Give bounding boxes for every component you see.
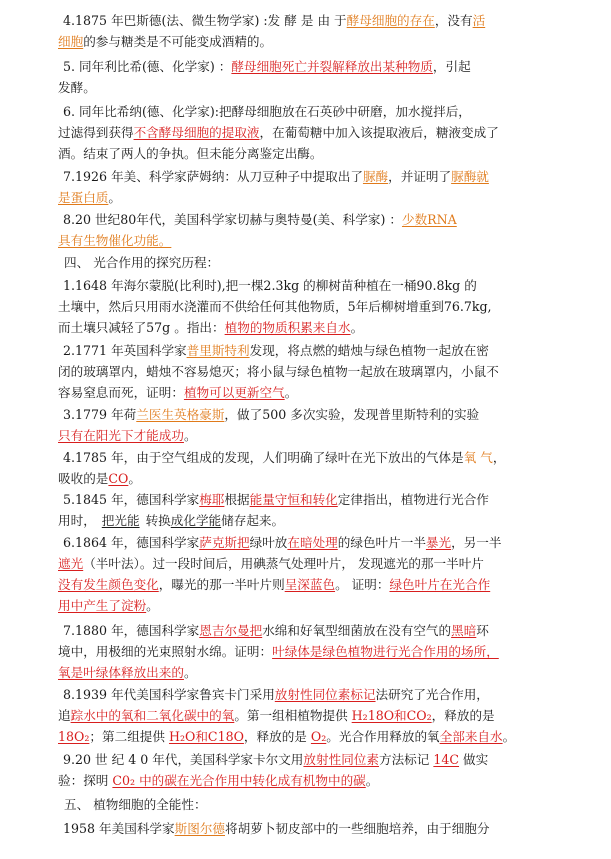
photosynthesis-engelmann bbox=[58, 620, 578, 683]
photosynthesis-oxygen bbox=[58, 447, 578, 489]
text: 绿叶放 bbox=[249, 535, 288, 550]
enzyme-history-cech-altman bbox=[58, 209, 578, 251]
text: 8.1939 年代美国科学家鲁宾卡门采用 bbox=[63, 687, 275, 702]
text: 做实 bbox=[459, 752, 489, 767]
highlight-answer: C0₂ 中的碳在光合作用中转化成有机物中的碳 bbox=[112, 773, 366, 788]
photosynthesis-ruben-kamen bbox=[58, 684, 578, 747]
text: 5. 同年利比希(德、化学家) ： bbox=[63, 59, 232, 74]
text: 方法标记 bbox=[378, 752, 434, 767]
text: ，在葡萄糖中加入该提取液后，糖液变成了 bbox=[259, 125, 499, 140]
highlight-answer: 18O₂ bbox=[58, 729, 90, 744]
text: 7.1926 年美、科学家萨姆纳：从刀豆种子中提取出了 bbox=[63, 169, 363, 184]
highlight-answer: 全部来自水 bbox=[439, 729, 503, 744]
underlined-text: 把光能 bbox=[101, 513, 140, 528]
text: 环 bbox=[476, 623, 489, 638]
text: 定律指出，植物进行光合作 bbox=[337, 492, 489, 507]
text: 吸收的是 bbox=[58, 471, 109, 486]
highlight-answer: 恩吉尔曼把 bbox=[199, 623, 263, 638]
highlight-answer: 绿色叶片在光合作 bbox=[389, 577, 491, 592]
text: 。 证明： bbox=[335, 577, 390, 592]
text: 6. 同年比希纳(德、化学家):把酵母细胞放在石英砂中研磨，加水搅拌后， bbox=[63, 104, 471, 119]
text: 。 bbox=[365, 773, 379, 788]
text: ，引起 bbox=[432, 59, 471, 74]
highlight-answer: 活 bbox=[472, 13, 486, 28]
text: 水绵和好氧型细菌放在没有空气的 bbox=[262, 623, 452, 638]
highlight-answer: 放射性同位素 bbox=[303, 752, 379, 767]
text: 。 bbox=[128, 471, 141, 486]
highlight-answer: 只有在阳光下才能成功 bbox=[58, 428, 184, 443]
enzyme-history-sumner bbox=[58, 166, 578, 208]
text: ；第二组提供 bbox=[89, 729, 169, 744]
text: 。 bbox=[183, 428, 197, 443]
text: ，曝光的那一半叶片则 bbox=[158, 577, 285, 592]
text: 闭的玻璃罩内，蜡烛不容易熄灭；将小鼠与绿色植物一起放在玻璃罩内，小鼠不 bbox=[58, 364, 499, 379]
highlight-answer: 在暗处理 bbox=[287, 535, 338, 550]
enzyme-history-liebig bbox=[58, 56, 578, 98]
photosynthesis-ingenhousz bbox=[58, 404, 578, 446]
text: ，没有 bbox=[434, 13, 473, 28]
text: 将胡萝卜韧皮部中的一些细胞培养，由于细胞分 bbox=[225, 821, 490, 836]
text: （半叶法）。过一段时间后，用碘蒸气处理叶片， 发现遮光的那一半叶片 bbox=[83, 556, 484, 571]
highlight-answer: 呈深蓝色 bbox=[284, 577, 336, 592]
text: 发现，将点燃的蜡烛与绿色植物一起放在密 bbox=[249, 343, 489, 358]
highlight-answer: H₂O和C18O bbox=[168, 729, 244, 744]
text: 。 bbox=[146, 598, 159, 613]
highlight-answer: 氧是叶绿体释放出来的 bbox=[58, 665, 184, 680]
highlight-answer: 放射性同位素标记 bbox=[274, 687, 376, 702]
highlight-answer: 遮光 bbox=[58, 556, 84, 571]
text: 4.1875 年巴斯德(法、微生物学家) :发 酵 是 由 于 bbox=[63, 13, 347, 28]
highlight-answer: 斯图尔德 bbox=[174, 821, 225, 836]
highlight-answer: CO bbox=[108, 471, 129, 486]
highlight-answer: 梅耶 bbox=[199, 492, 225, 507]
photosynthesis-sachs bbox=[58, 532, 578, 616]
highlight-answer: 不含酵母细胞的提取液 bbox=[133, 125, 260, 140]
enzyme-history-buchner bbox=[58, 101, 578, 164]
text: ，另一半 bbox=[451, 535, 502, 550]
enzyme-history-pasteur bbox=[58, 10, 578, 52]
text: 发酵。 bbox=[58, 80, 96, 95]
highlight-answer: 暴光 bbox=[425, 535, 452, 550]
highlight-answer: H₂18O和CO₂ bbox=[351, 708, 432, 723]
text: 转换 bbox=[145, 513, 171, 528]
text: 过滤得到获得 bbox=[58, 125, 134, 140]
highlight-answer: 氧 气 bbox=[463, 450, 493, 465]
text: 7.1880 年，德国科学家 bbox=[63, 623, 200, 638]
text: 1.1648 年海尔蒙脱(比利时),把一棵2.3kg 的柳树苗种植在一桶90.8kg 的 bbox=[63, 278, 477, 293]
text: 容易窒息而死，证明： bbox=[58, 385, 184, 400]
text: 的参与糖类是不可能变成酒精的。 bbox=[83, 34, 273, 49]
highlight-answer: 兰医生英格豪斯 bbox=[136, 407, 225, 422]
highlight-answer: 能量守恒和转化 bbox=[249, 492, 338, 507]
text: 法研究了光合作用， bbox=[375, 687, 489, 702]
section-heading-photosynthesis: 四、 光合作用的探究历程： bbox=[64, 255, 220, 270]
text: 。 bbox=[108, 190, 121, 205]
text: 的绿色叶片一半 bbox=[337, 535, 426, 550]
text: 。第一组相植物提供 bbox=[234, 708, 352, 723]
highlight-answer: 普里斯特利 bbox=[186, 343, 250, 358]
text: 酒。结束了两人的争执。但未能分离鉴定出酶。 bbox=[58, 146, 323, 161]
text: 9.20 世 纪 4 0 年代，美国科学家卡尔文用 bbox=[63, 752, 304, 767]
highlight-answer: 黑暗 bbox=[451, 623, 477, 638]
photosynthesis-priestley bbox=[58, 340, 578, 403]
text: 用时， bbox=[58, 513, 96, 528]
photosynthesis-mayer bbox=[58, 489, 578, 531]
text: 4.1785 年，由于空气组成的发现，人们明确了绿叶在光下放出的气体是 bbox=[63, 450, 464, 465]
text: 3.1779 年荷 bbox=[63, 407, 137, 422]
highlight-answer: 萨克斯把 bbox=[199, 535, 250, 550]
highlight-answer: 是蛋白质 bbox=[58, 190, 109, 205]
highlight-answer: 没有发生颜色变化 bbox=[58, 577, 159, 592]
text: 追 bbox=[58, 708, 71, 723]
text: 1958 年美国科学家 bbox=[63, 821, 175, 836]
highlight-answer: 酵母细胞死亡并裂解释放出某种物质 bbox=[231, 59, 433, 74]
highlight-answer: 植物的物质积累来自水 bbox=[224, 320, 351, 335]
text: 6.1864 年，德国科学家 bbox=[63, 535, 200, 550]
text: 5.1845 年，德国科学家 bbox=[63, 492, 200, 507]
text: ， bbox=[492, 450, 506, 465]
highlight-answer: O₂ bbox=[310, 729, 327, 744]
highlight-answer: 叶绿体是绿色植物进行光合作用的场所， bbox=[272, 644, 499, 659]
highlight-answer: 脲酶 bbox=[362, 169, 389, 184]
highlight-answer: 植物可以更新空气 bbox=[183, 385, 285, 400]
text: 8.20 世纪80年代，美国科学家切赫与奥特曼(美、科学家) ： bbox=[63, 212, 402, 227]
text: 验：探明 bbox=[58, 773, 113, 788]
text: ，释放的是 bbox=[431, 708, 495, 723]
text: 。 bbox=[284, 385, 298, 400]
highlight-answer: 酵母细胞的存在 bbox=[346, 13, 435, 28]
section-heading-totipotency: 五、 植物细胞的全能性： bbox=[64, 797, 207, 812]
text: 2.1771 年英国科学家 bbox=[63, 343, 187, 358]
highlight-answer: 踪水中的氧和二氧化碳中的氧 bbox=[70, 708, 235, 723]
text: 根据 bbox=[224, 492, 250, 507]
totipotency-steward bbox=[58, 818, 578, 839]
highlight-answer: 细胞 bbox=[58, 34, 84, 49]
text: 储存起来。 bbox=[221, 513, 285, 528]
text: 土壤中，然后只用雨水浇灌而不供给任何其他物质，5年后柳树增重到76.7kg, bbox=[58, 299, 492, 314]
underlined-text: 成化学能 bbox=[170, 513, 222, 528]
text: 而土壤只减轻了57g 。指出： bbox=[58, 320, 225, 335]
highlight-answer: 少数RNA bbox=[401, 212, 457, 227]
text: 。 bbox=[502, 729, 516, 744]
photosynthesis-calvin bbox=[58, 749, 578, 791]
text: 。 bbox=[183, 665, 197, 680]
text: ，做了500 多次实验，发现普里斯特利的实验 bbox=[224, 407, 480, 422]
highlight-answer: 14C bbox=[433, 752, 460, 767]
text: ，并证明了 bbox=[388, 169, 452, 184]
highlight-answer: 具有生物催化功能。 bbox=[58, 233, 172, 248]
text: 。光合作用释放的氧 bbox=[326, 729, 440, 744]
highlight-answer: 用中产生了淀粉 bbox=[58, 598, 147, 613]
highlight-answer: 脲酶就 bbox=[451, 169, 489, 184]
text: 境中，用极细的光束照射水绵。证明： bbox=[58, 644, 273, 659]
text: 。 bbox=[350, 320, 364, 335]
text: ，释放的是 bbox=[243, 729, 311, 744]
photosynthesis-helmont bbox=[58, 275, 578, 338]
